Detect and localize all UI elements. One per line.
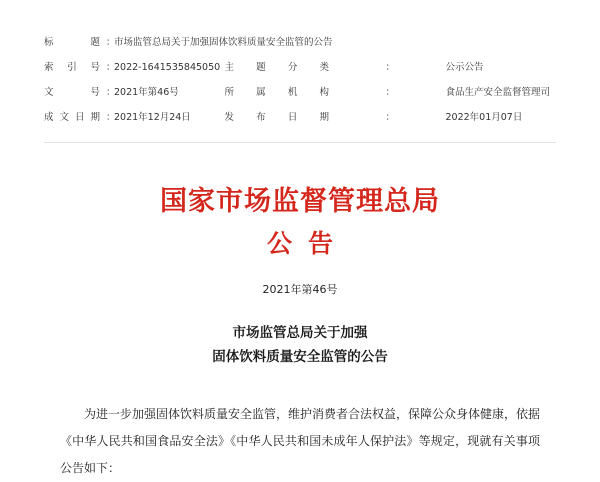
table-row xyxy=(44,55,556,80)
meta-colon: ： xyxy=(106,62,116,73)
meta-label-publishdate: 发布日期 xyxy=(224,112,329,123)
document-paragraph: 为进一步加强固体饮料质量安全监管，维护消费者合法权益，保障公众身体健康，依据《中华人民共和国食品安全法》《中华人民共和国未成年人保护法》等规定，现就有关事项公告如下： xyxy=(60,407,541,475)
meta-colon: ： xyxy=(385,112,395,123)
meta-value-docnumber: 2021年第46号 xyxy=(114,87,179,98)
meta-label-category: 主题分类 xyxy=(224,62,329,73)
document-heading-line1: 市场监管总局关于加强 xyxy=(232,325,368,341)
meta-colon: ： xyxy=(106,87,116,98)
document-title: 国家市场监督管理总局 xyxy=(160,186,440,217)
table-row xyxy=(44,105,556,130)
meta-label-index: 索 引 号 xyxy=(44,62,100,73)
meta-colon: ： xyxy=(106,112,116,123)
document-body xyxy=(0,185,600,482)
meta-value-title: 市场监管总局关于加强固体饮料质量安全监管的公告 xyxy=(114,37,333,48)
meta-label-docnumber: 文 号 xyxy=(44,87,100,98)
meta-colon: ： xyxy=(385,87,395,98)
divider xyxy=(44,142,556,143)
meta-value-writtendate: 2021年12月24日 xyxy=(114,112,191,123)
meta-label-writtendate: 成文日期 xyxy=(44,112,100,123)
meta-colon: ： xyxy=(106,37,116,48)
meta-colon: ： xyxy=(385,62,395,73)
meta-label-title: 标 题 xyxy=(44,37,100,48)
document-subtitle: 公告 xyxy=(266,229,349,258)
table-row xyxy=(44,30,556,55)
meta-value-agency: 食品生产安全监督管理司 xyxy=(445,87,551,98)
document-number: 2021年第46号 xyxy=(262,283,338,296)
table-row xyxy=(44,80,556,105)
meta-value-publishdate: 2022年01月07日 xyxy=(445,112,523,123)
document-heading-line2: 固体饮料质量安全监管的公告 xyxy=(212,349,388,365)
meta-value-category: 公示公告 xyxy=(445,62,484,73)
meta-label-agency: 所属机构 xyxy=(224,87,329,98)
metadata-block xyxy=(0,0,600,130)
meta-value-index: 2022-1641535845050 xyxy=(114,62,221,73)
metadata-table xyxy=(44,30,556,130)
